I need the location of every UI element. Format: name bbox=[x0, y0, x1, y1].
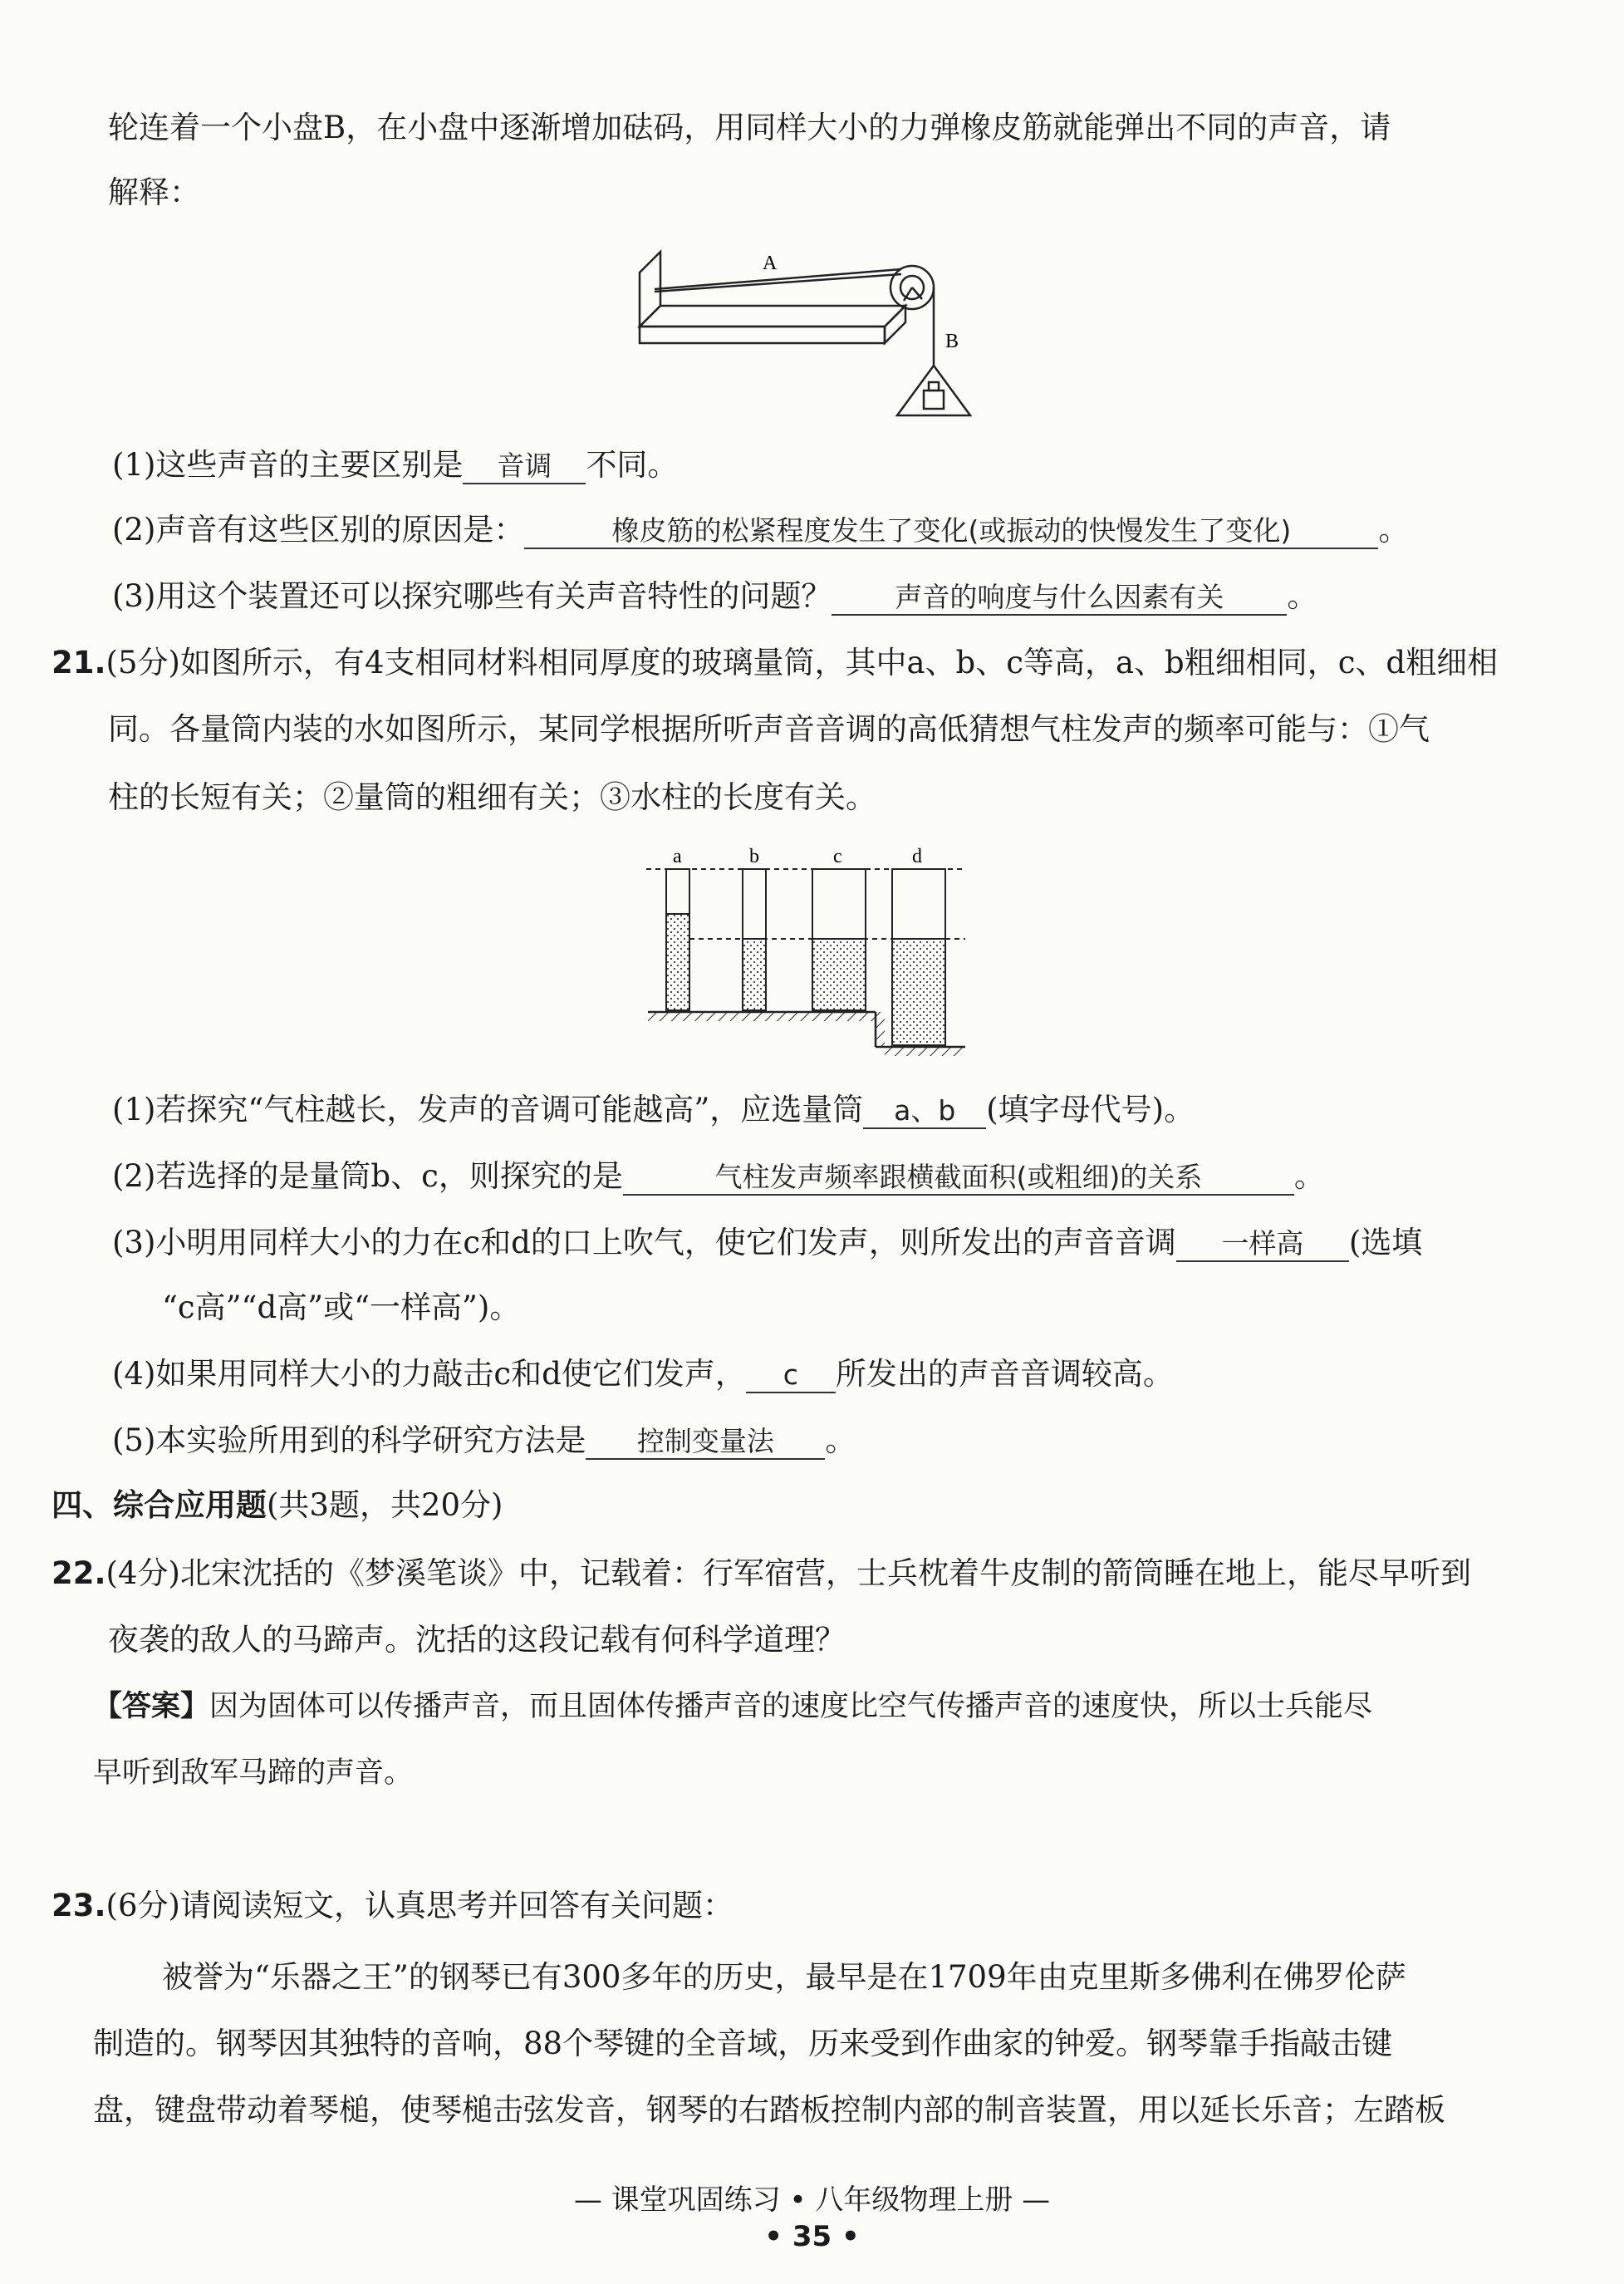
q22-number: 22. bbox=[52, 1555, 106, 1591]
q23-para-3: 盘，键盘带动着琴槌，使琴槌击弦发音，钢琴的右踏板控制内部的制音装置，用以延长乐音；左踏板 bbox=[93, 2092, 1445, 2128]
q21-part-2: (2)若选择的是量筒b、c，则探究的是 气柱发声频率跟横截面积(或粗细)的关系 。 bbox=[112, 1158, 1325, 1194]
q21-number: 21. bbox=[52, 645, 106, 680]
q21-p2-answer: 气柱发声频率跟横截面积(或粗细)的关系 bbox=[623, 1161, 1294, 1196]
q21-part-5: (5)本实验所用到的科学研究方法是 控制变量法 。 bbox=[112, 1422, 856, 1458]
q20-p2-answer: 橡皮筋的松紧程度发生了变化(或振动的快慢发生了变化) bbox=[524, 514, 1378, 549]
q21-part-3-line-2: “c高”“d高”或“一样高”)。 bbox=[162, 1289, 521, 1325]
label-cyl-a: a bbox=[673, 846, 682, 867]
q22-answer-line-2: 早听到敌军马蹄的声音。 bbox=[93, 1756, 414, 1790]
q21-p1-answer: a、b bbox=[863, 1094, 986, 1129]
q20-part-2: (2)声音有这些区别的原因是： 橡皮筋的松紧程度发生了变化(或振动的快慢发生了变化) 。 bbox=[112, 512, 1410, 548]
label-cyl-d: d bbox=[912, 846, 922, 867]
q23-para-2: 制造的。钢琴因其独特的音响，88个琴键的全音域，历来受到作曲家的钟爱。钢琴靠手指敲击键 bbox=[93, 2026, 1393, 2061]
q21-line-1: 21.(5分)如图所示，有4支相同材料相同厚度的玻璃量筒，其中a、b、c等高，a、b粗细相同，c、d粗细相 bbox=[52, 645, 1499, 680]
q21-line-2: 同。各量筒内装的水如图所示，某同学根据所听声音音调的高低猜想气柱发声的频率可能与：①气 bbox=[108, 711, 1430, 747]
q22-line-1: 22.(4分)北宋沈括的《梦溪笔谈》中，记载着：行军宿营，士兵枕着牛皮制的箭筒睡在地上，能尽早听到 bbox=[52, 1555, 1471, 1591]
q23-line-1: 23.(6分)请阅读短文，认真思考并回答有关问题： bbox=[52, 1888, 733, 1923]
q23-para-1: 被誉为“乐器之王”的钢琴已有300多年的历史，最早是在1709年由克里斯多佛利在佛罗伦萨 bbox=[162, 1959, 1406, 1995]
q21-line-3: 柱的长短有关；②量筒的粗细有关；③水柱的长度有关。 bbox=[108, 779, 876, 815]
q21-part-4: (4)如果用同样大小的力敲击c和d使它们发声， c 所发出的声音音调较高。 bbox=[112, 1356, 1174, 1392]
q20-part-3: (3)用这个装置还可以探究哪些有关声音特性的问题？ 声音的响度与什么因素有关 。 bbox=[112, 578, 1318, 614]
q21-p5-answer: 控制变量法 bbox=[586, 1425, 825, 1460]
q20-p3-answer: 声音的响度与什么因素有关 bbox=[832, 581, 1287, 616]
page-number: • 35 • bbox=[764, 2220, 860, 2253]
cylinders-figure bbox=[640, 841, 972, 1057]
q21-part-3: (3)小明用同样大小的力在c和d的口上吹气，使它们发声，则所发出的声音音调 一样高 (选填 bbox=[112, 1225, 1423, 1260]
label-a: A bbox=[763, 253, 778, 274]
footer-title: — 课堂巩固练习 • 八年级物理上册 — bbox=[573, 2183, 1051, 2217]
intro-line-1: 轮连着一个小盘B，在小盘中逐渐增加砝码，用同样大小的力弹橡皮筋就能弹出不同的声音，请 bbox=[108, 110, 1391, 145]
answer-tag: 【答案】 bbox=[93, 1690, 210, 1723]
q20-part-1: (1)这些声音的主要区别是 音调 不同。 bbox=[112, 447, 679, 483]
rubber-band-apparatus-figure bbox=[623, 239, 972, 424]
q21-part-1: (1)若探究“气柱越长，发声的音调可能越高”，应选量筒 a、b (填字母代号)。 bbox=[112, 1092, 1195, 1127]
q22-answer-line-1: 【答案】因为固体可以传播声音，而且固体传播声音的速度比空气传播声音的速度快，所以士兵能尽 bbox=[93, 1690, 1373, 1723]
q23-number: 23. bbox=[52, 1888, 106, 1923]
intro-line-2: 解释： bbox=[108, 174, 200, 210]
q20-p1-answer: 音调 bbox=[463, 449, 586, 484]
label-b: B bbox=[945, 331, 959, 352]
section-4-heading: 四、综合应用题(共3题，共20分) bbox=[52, 1487, 503, 1523]
label-cyl-b: b bbox=[749, 846, 759, 867]
q22-line-2: 夜袭的敌人的马蹄声。沈括的这段记载有何科学道理？ bbox=[108, 1622, 846, 1658]
label-cyl-c: c bbox=[833, 846, 842, 867]
q21-p4-answer: c bbox=[746, 1358, 836, 1393]
q21-p3-answer: 一样高 bbox=[1176, 1227, 1349, 1262]
